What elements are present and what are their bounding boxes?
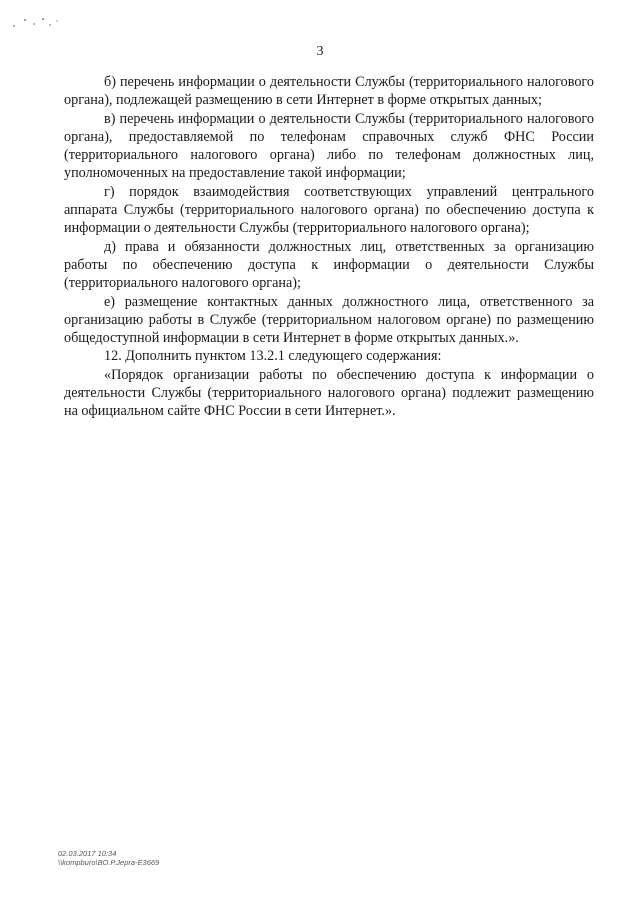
footer-file-path: \\kompburo\ВО.Р.Jepra-E3669 bbox=[58, 858, 160, 867]
page-number: 3 bbox=[316, 44, 324, 59]
paragraph-quote: «Порядок организации работы по обеспечению доступа к информации о деятельности Службы (территориального налогового органа) подлежит размещению на официальном сайте ФНС России в сети Интернет.». bbox=[64, 366, 594, 420]
footer-stamp bbox=[58, 849, 159, 867]
paragraph-d: д) права и обязанности должностных лиц, ответственных за организацию работы по обеспечению доступа к информации о деятельности Службы (территориального налогового органа); bbox=[64, 238, 594, 292]
paragraph-v: в) перечень информации о деятельности Службы (территориального налогового органа), предоставляемой по телефонам справочных служб ФНС России (территориального налогового органа) либо по телефонам должностных лиц, уполномоченных на предоставление такой информации; bbox=[64, 110, 594, 182]
scan-artifacts bbox=[10, 12, 70, 32]
paragraph-b: б) перечень информации о деятельности Службы (территориального налогового органа), подлежащей размещению в сети Интернет в форме открытых данных; bbox=[64, 74, 594, 109]
paragraph-item-12: 12. Дополнить пунктом 13.2.1 следующего содержания: bbox=[104, 348, 442, 365]
paragraph-e: е) размещение контактных данных должностного лица, ответственного за организацию работы в Службе (территориальном налоговом органе) по размещению общедоступной информации в сети Интернет в форме открытых данных.». bbox=[64, 293, 594, 347]
document-body bbox=[64, 73, 594, 421]
paragraph-g: г) порядок взаимодействия соответствующих управлений центрального аппарата Службы (территориального налогового органа) по обеспечению доступа к информации о деятельности Службы (территориального налогового органа); bbox=[64, 183, 594, 237]
footer-datetime: 02.03.2017 10:34 bbox=[58, 849, 117, 858]
